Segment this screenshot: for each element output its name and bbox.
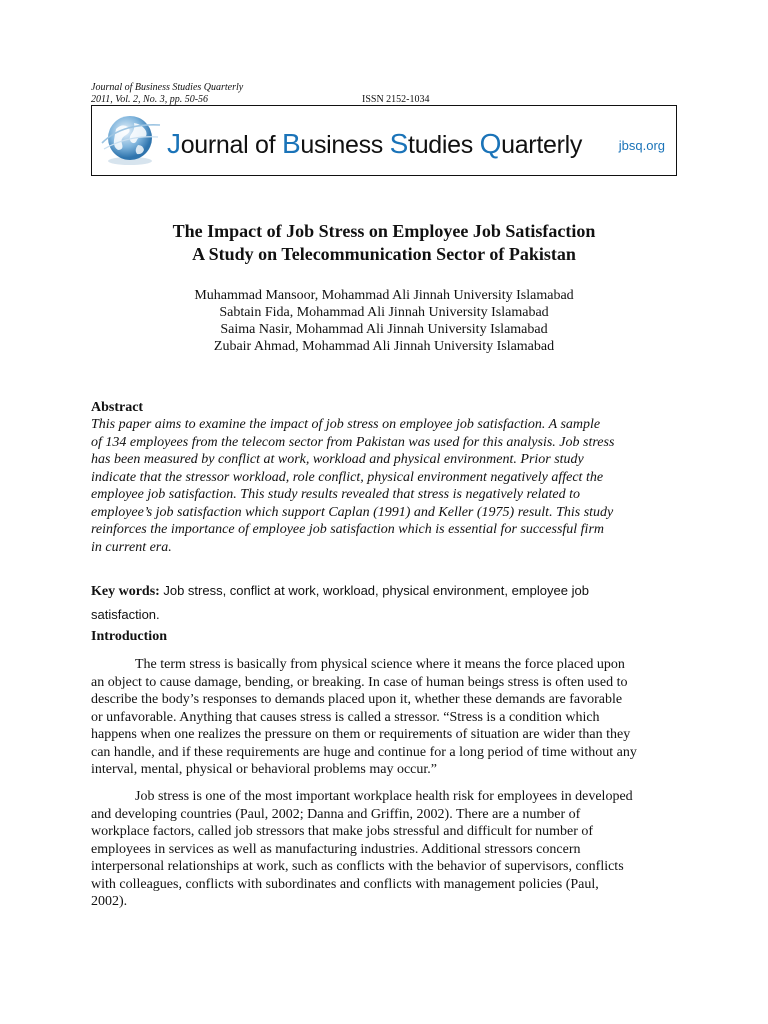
keywords-label: Key words (91, 584, 156, 599)
abstract-line: indicate that the stressor workload, role conflict, physical environment negatively affect the (91, 469, 604, 485)
paragraph-line: can handle, and if these requirements are huge and continue for a long period of time without any (91, 744, 637, 760)
journal-url-link[interactable]: jbsq.org (618, 138, 665, 153)
abstract-line: of 134 employees from the telecom sector from Pakistan was used for this analysis. Job stress (91, 434, 615, 450)
author-line: Saima Nasir, Mohammad Ali Jinnah University Islamabad (220, 322, 548, 337)
paragraph-line: happens when one realizes the pressure on them or requirements of situation are wider than they (91, 727, 631, 742)
introduction-heading: Introduction (91, 629, 167, 644)
abstract-line: employee’s job satisfaction which support Caplan (1991) and Keller (1975) result. This study (91, 504, 614, 520)
issn-label: ISSN 2152-1034 (362, 94, 430, 105)
journal-name-wordmark: Journal of Business Studies Quarterly (167, 128, 583, 159)
author-line: Muhammad Mansoor, Mohammad Ali Jinnah University Islamabad (194, 288, 574, 303)
keywords-text: Job stress, conflict at work, workload, physical environment, employee job satisfaction. (91, 583, 589, 622)
keywords-separator: : (155, 584, 160, 599)
journal-citation-line: Journal of Business Studies Quarterly (91, 82, 244, 93)
volume-line: 2011, Vol. 2, No. 3, pp. 50-56 (91, 94, 209, 105)
abstract-body (91, 416, 671, 556)
journal-banner (91, 105, 677, 176)
globe-logo-icon (98, 109, 162, 171)
abstract-heading: Abstract (91, 400, 144, 415)
intro-paragraph-2 (91, 788, 681, 911)
intro-paragraph-1 (91, 656, 681, 779)
abstract-line: has been measured by conflict at work, workload and physical environment. Prior study (91, 452, 584, 467)
abstract-line: in current era. (91, 539, 172, 555)
paragraph-line: workplace factors, called job stressors that make jobs stressful and difficult for number of (91, 824, 594, 839)
paragraph-line: The term stress is basically from physical science where it means the force placed upon (135, 657, 625, 672)
paragraph-line: 2002). (91, 894, 128, 909)
author-line: Sabtain Fida, Mohammad Ali Jinnah University Islamabad (219, 305, 549, 320)
paragraph-line: or unfavorable. Anything that causes stress is called a stressor. “Stress is a condition which (91, 709, 600, 725)
abstract-line: reinforces the importance of employee job satisfaction which is essential for successful firm (91, 522, 605, 537)
paragraph-line: interpersonal relationships at work, such as conflicts with the behavior of supervisors, conflicts (91, 859, 624, 874)
abstract-line: employee job satisfaction. This study results revealed that stress is negatively related to (91, 487, 581, 502)
keywords-block (91, 579, 651, 627)
paragraph-line: Job stress is one of the most important workplace health risk for employees in developed (135, 789, 633, 804)
paragraph-line: and developing countries (Paul, 2002; Danna and Griffin, 2002). There are a number of (91, 806, 581, 822)
paragraph-line: interval, mental, physical or behavioral problems may occur.” (91, 762, 437, 777)
paragraph-line: an object to cause damage, bending, or breaking. In case of human beings stress is often used to (91, 674, 628, 690)
paper-title-line-2: A Study on Telecommunication Sector of Pakistan (192, 244, 576, 264)
abstract-line: This paper aims to examine the impact of job stress on employee job satisfaction. A sample (91, 417, 601, 432)
paragraph-line: describe the body’s responses to demands placed upon it, whether these demands are favorable (91, 692, 623, 707)
paragraph-line: with colleagues, conflicts with subordinates and conflicts with management policies (Paul, (91, 876, 599, 892)
paragraph-line: employees in services as well as manufacturing industries. Additional stressors concern (91, 841, 581, 857)
author-line: Zubair Ahmad, Mohammad Ali Jinnah University Islamabad (213, 339, 555, 354)
paper-title-line-1: The Impact of Job Stress on Employee Job Satisfaction (172, 221, 596, 241)
